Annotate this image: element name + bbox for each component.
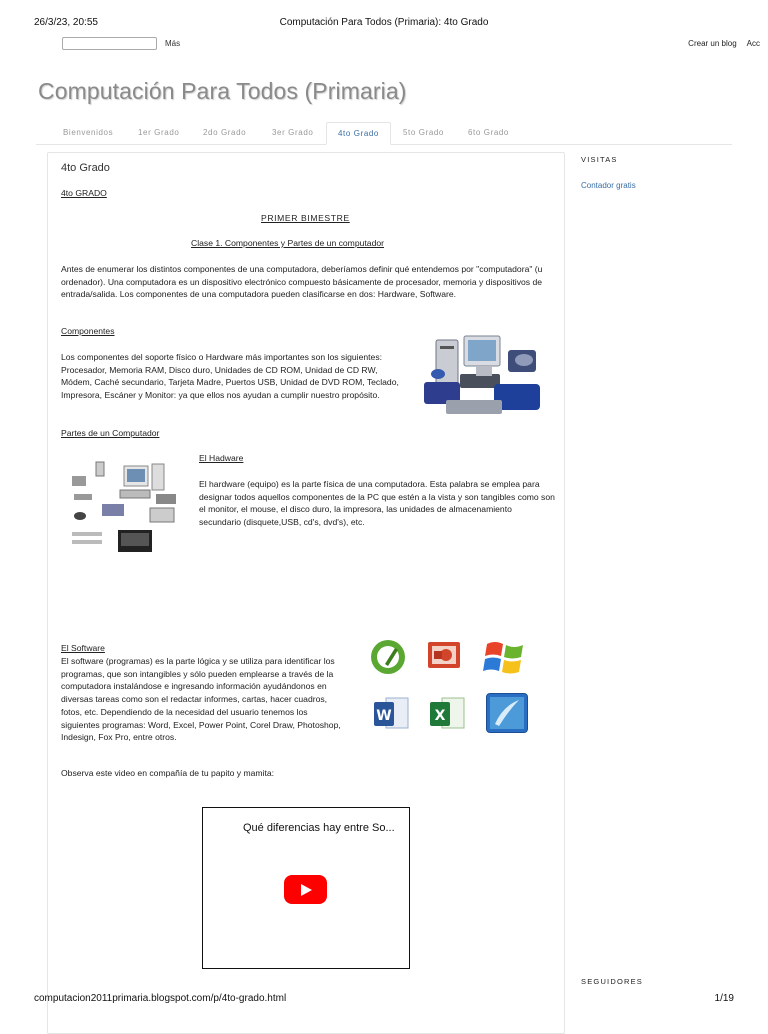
tab-1er-grado[interactable]: 1er Grado — [138, 128, 180, 137]
print-page-number: 1/19 — [714, 993, 734, 1004]
print-date: 26/3/23, 20:55 — [34, 17, 98, 28]
counter-link[interactable]: Contador gratis — [581, 181, 636, 190]
sidebar-visits-heading: VISITAS — [581, 155, 618, 164]
navbar-more-link[interactable]: Más — [165, 39, 181, 48]
word-icon — [372, 694, 412, 732]
hardware-collage-image — [416, 330, 550, 422]
navbar-right-links — [678, 39, 760, 48]
computer-parts-diagram — [66, 458, 184, 560]
tab-4to-grado[interactable]: 4to Grado — [326, 122, 391, 145]
access-link[interactable]: Acc — [746, 39, 760, 48]
windows-icon — [481, 636, 521, 674]
excel-icon — [428, 694, 468, 732]
create-blog-link[interactable]: Crear un blog — [688, 39, 737, 48]
tab-3er-grado[interactable]: 3er Grado — [272, 128, 314, 137]
photoshop-icon — [486, 693, 528, 733]
components-heading: Componentes — [61, 326, 115, 336]
software-paragraph: El software (programas) es la parte lógica y se utiliza para identificar los programas, que son intangibles y sólo pueden emplearse a través de la computadora instalándose e ingresando información ayudándonos en diversas tareas como son el redactar informes, cartas, hacer cuadros, fotos, etc. Dependiendo de la necesidad del usuario tenemos los siguientes programas: Word, Excel, Power Point, Corel Draw, Photoshop, Indesign, Fox Pro, entre otros. — [61, 656, 341, 743]
sidebar-followers-heading: SEGUIDORES — [581, 977, 644, 986]
youtube-play-icon[interactable] — [284, 875, 327, 904]
class-title: Clase 1. Componentes y Partes de un computador — [191, 238, 384, 248]
hardware-paragraph: El hardware (equipo) es la parte física de una computadora. Esta palabra se emplea para designar todos aquellos componentes de la PC que estén a la vista y son tangibles como son el monitor, el mouse, el disco duro, la impresora, las unidades de almacenamiento secundario (disquete,USB, cd's, dvd's), etc. — [199, 479, 555, 528]
print-page-title: Computación Para Todos (Primaria): 4to Grado — [279, 17, 489, 28]
grade-heading: 4to GRADO — [61, 188, 107, 198]
software-heading: El Software — [61, 643, 105, 653]
navbar-search-input[interactable] — [62, 37, 157, 50]
tab-5to-grado[interactable]: 5to Grado — [403, 128, 444, 137]
video-title[interactable]: Qué diferencias hay entre So... — [243, 822, 395, 834]
tab-bienvenidos[interactable]: Bienvenidos — [63, 128, 114, 137]
blog-title[interactable]: Computación Para Todos (Primaria) — [38, 78, 407, 104]
tab-6to-grado[interactable]: 6to Grado — [468, 128, 509, 137]
svg-text:X: X — [434, 708, 446, 724]
print-url: computacion2011primaria.blogspot.com/p/4to-grado.html — [34, 993, 287, 1004]
corel-draw-icon — [369, 638, 409, 676]
tab-2do-grado[interactable]: 2do Grado — [203, 128, 247, 137]
powerpoint-icon — [424, 638, 464, 676]
video-prompt: Observa este video en compañía de tu papito y mamita: — [61, 768, 275, 778]
page-tabs — [36, 122, 732, 145]
hardware-heading: El Hadware — [199, 453, 244, 463]
components-paragraph: Los componentes del soporte físico o Hardware más importantes son los siguientes: Procesador, Memoria RAM, Disco duro, Unidades de CD ROM, Unidad de CD RW, Módem, Caché secundario, Tarjeta Madre, Puertos USB, Unidad de DVD ROM, Teclado, Impresora, Escáner y Monitor: ya que ellos nos ayudan a cumplir nuestro propósito. — [61, 352, 399, 401]
bimester-heading: PRIMER BIMESTRE — [261, 213, 350, 223]
intro-paragraph: Antes de enumerar los distintos componentes de una computadora, deberíamos definir qué entendemos por "computadora" (u ordenador). Una computadora es un dispositivo electrónico compuesto básicamente de procesador, memoria y dispositivos de entrada/salida. Los componentes de una computadora pueden clasificarse en dos: Hardware, Software. — [61, 264, 543, 300]
parts-heading: Partes de un Computador — [61, 428, 160, 438]
page-title: 4to Grado — [61, 162, 110, 174]
svg-text:W: W — [376, 708, 392, 724]
